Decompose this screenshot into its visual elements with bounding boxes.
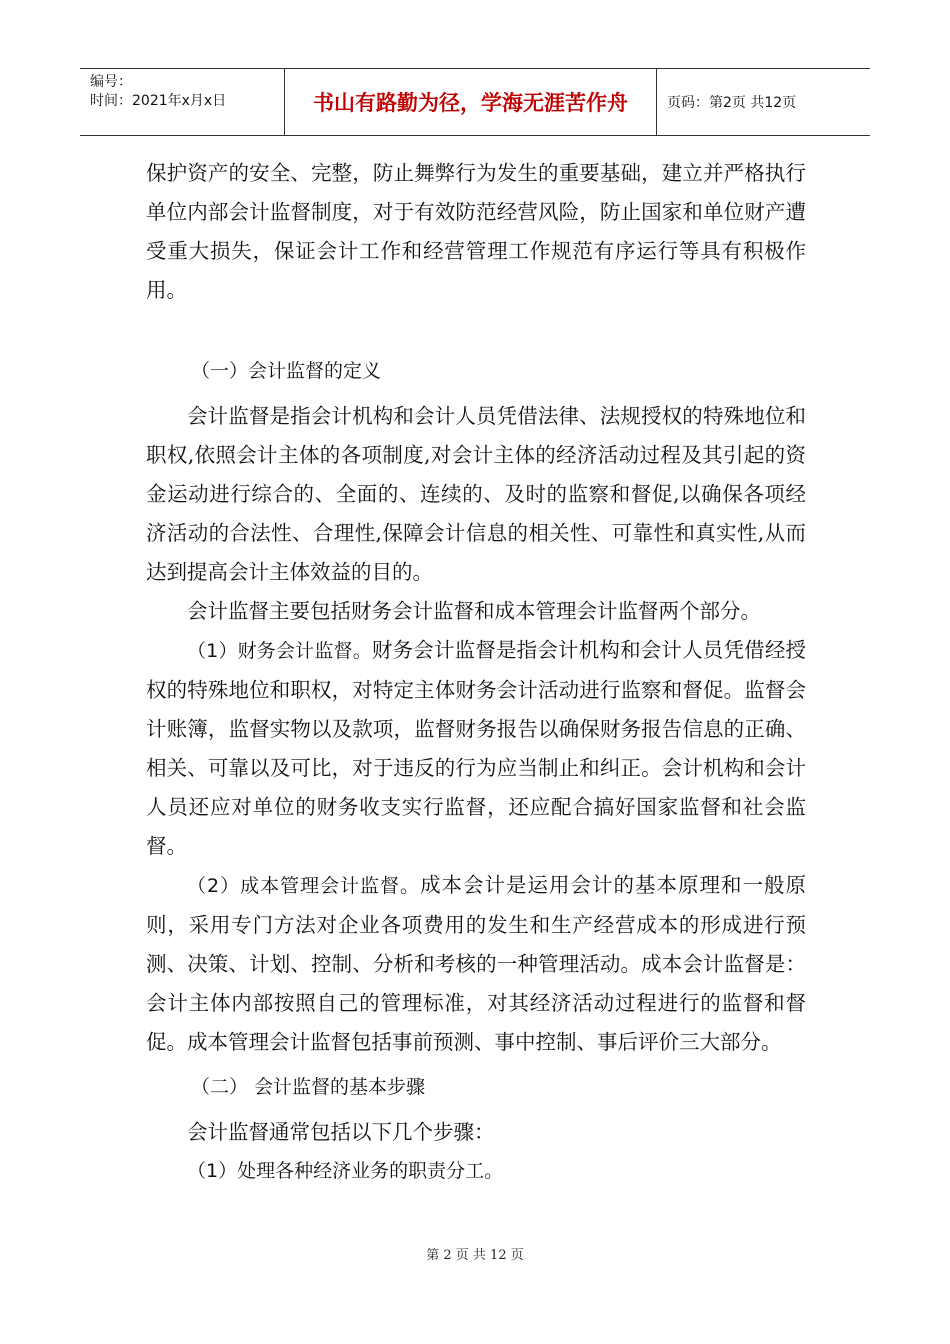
list-item [146,866,806,1062]
paragraph: 会计监督主要包括财务会计监督和成本管理会计监督两个部分。 [187,599,761,623]
list-item-title: （2）成本管理会计监督。 [187,875,421,897]
list-item-title: （1）财务会计监督。 [187,640,372,662]
section-heading: （二） 会计监督的基本步骤 [191,1076,426,1098]
header-meta [80,69,284,135]
list-item-text: 成本会计是运用会计的基本原理和一般原则，采用专门方法对企业各项费用的发生和生产经营成本的形成进行预测、决策、计划、控制、分析和考核的一种管理活动。成本会计监督是：会计主体内部按照自己的管理标准，对其经济活动过程进行的监督和督促。成本管理会计监督包括事前预测、事中控制、事后评价三大部分。 [146,873,807,1054]
header-motto: 书山有路勤为径，学海无涯苦作舟 [284,69,657,135]
page-header [80,68,870,136]
paragraph: 会计监督通常包括以下几个步骤： [187,1120,495,1144]
list-item [146,631,806,866]
list-item: （1）处理各种经济业务的职责分工。 [187,1160,504,1182]
paragraph: 保护资产的安全、完整，防止舞弊行为发生的重要基础，建立并严格执行单位内部会计监督制度，对于有效防范经营风险，防止国家和单位财产遭受重大损失，保证会计工作和经营管理工作规范有序运行等具有积极作用。 [146,161,806,302]
list-item-text: 财务会计监督是指会计机构和会计人员凭借经授权的特殊地位和职权，对特定主体财务会计活动进行监察和督促。监督会计账簿，监督实物以及款项，监督财务报告以确保财务报告信息的正确、相关、可靠以及可比，对于违反的行为应当制止和纠正。会计机构和会计人员还应对单位的财务收支实行监督，还应配合搞好国家监督和社会监督。 [146,638,807,858]
section-heading: （一）会计监督的定义 [191,360,382,382]
page-footer: 第 2 页 共 12 页 [426,1248,524,1263]
spacer [146,310,806,352]
number-label: 编号： [90,74,132,90]
document-body [146,154,806,1191]
header-page-info: 页码：第2页 共12页 [667,95,797,111]
paragraph: 会计监督是指会计机构和会计人员凭借法律、法规授权的特殊地位和职权,依照会计主体的各项制度,对会计主体的经济活动过程及其引起的资金运动进行综合的、全面的、连续的、及时的监察和督促,以确保各项经济活动的合法性、合理性,保障会计信息的相关性、可靠性和真实性,从而达到提高会计主体效益的目的。 [146,404,806,584]
time-label: 时间：2021年x月x日 [90,93,227,109]
